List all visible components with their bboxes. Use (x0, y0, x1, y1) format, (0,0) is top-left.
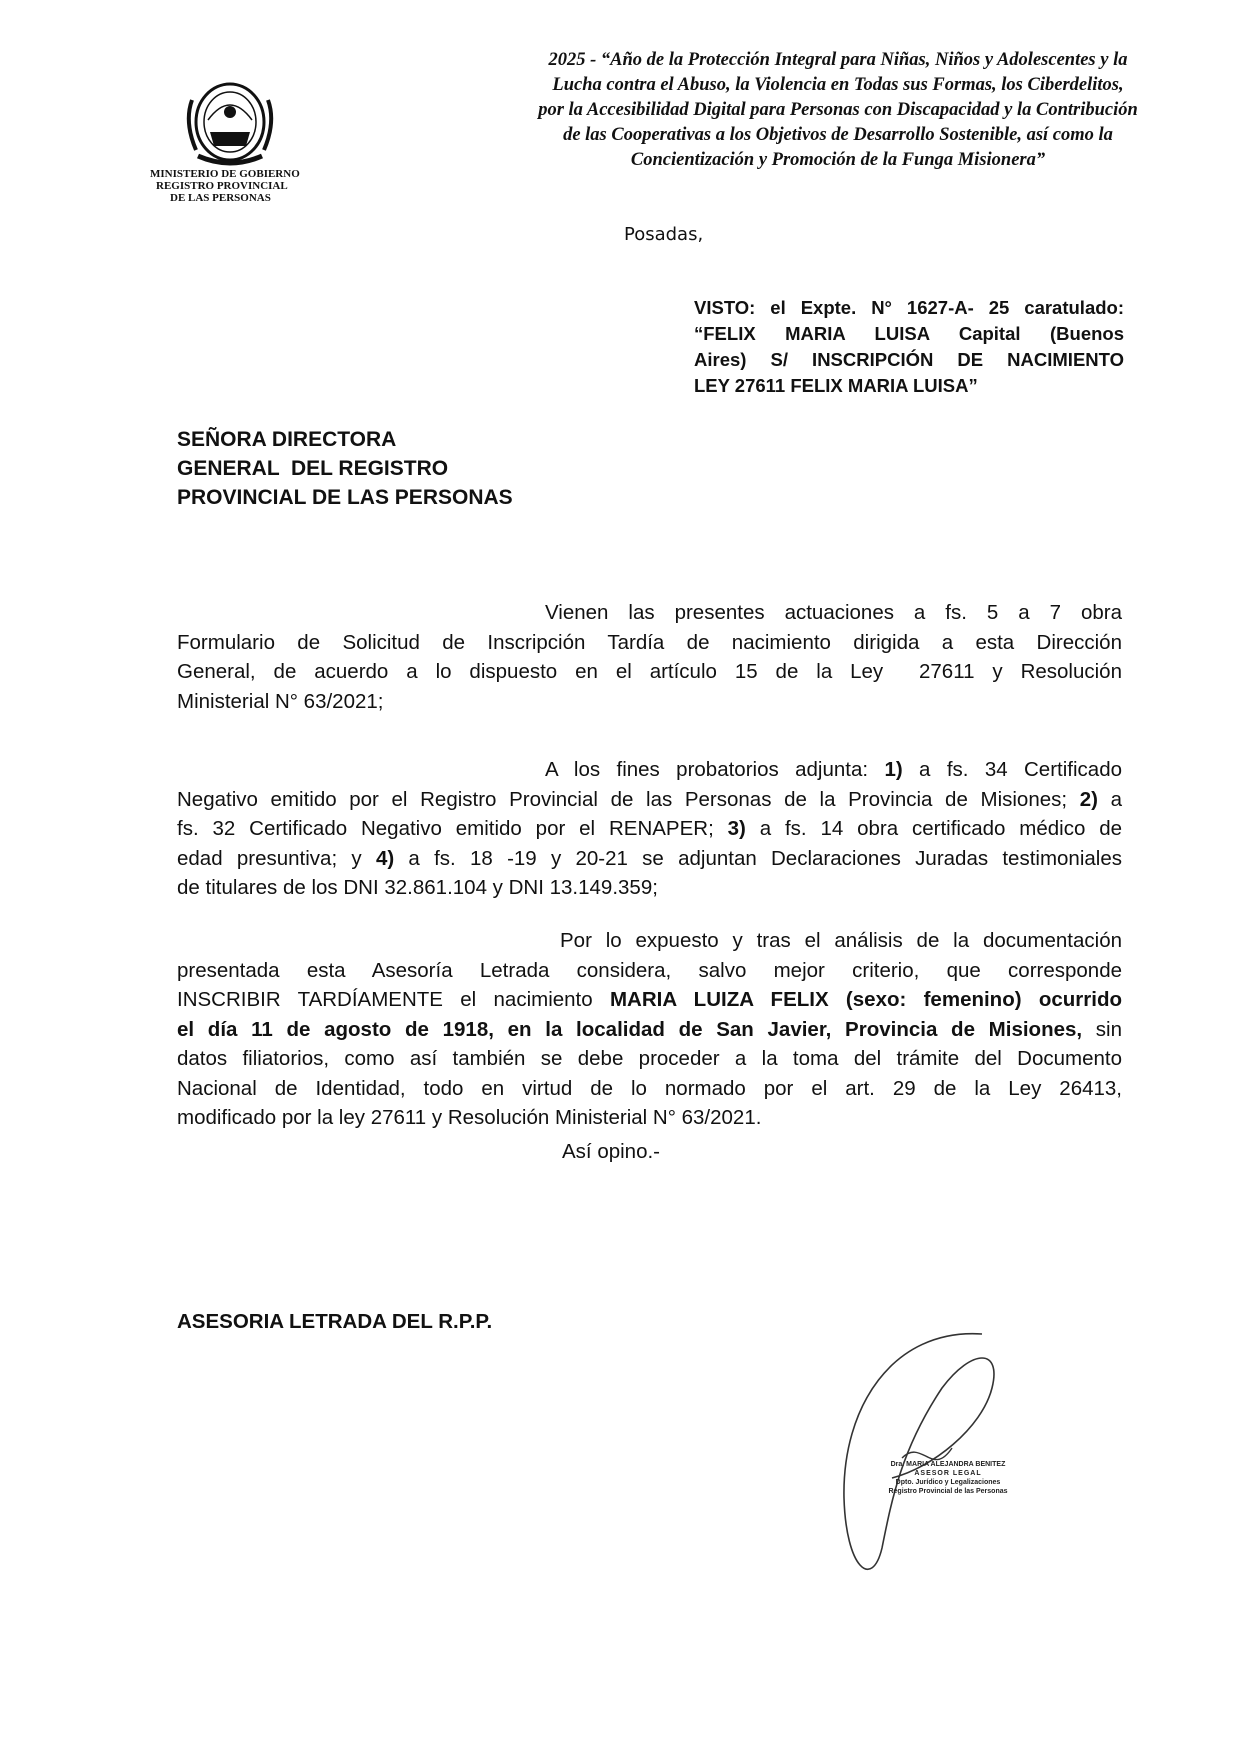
text-run: A los fines probatorios adjunta: (545, 758, 885, 781)
paragraph-line: General, de acuerdo a lo dispuesto en el artículo 15 de la Ley 27611 y Resolución (177, 660, 1122, 683)
text-run-bold: 2) (1079, 787, 1098, 811)
paragraph-line (177, 844, 1122, 874)
stamp-line: Dra. MARIA ALEJANDRA BENITEZ (890, 1461, 1006, 1468)
office-signoff: ASESORIA LETRADA DEL R.P.P. (177, 1310, 493, 1333)
visto-line: “FELIX MARIA LUISA Capital (Buenos (694, 323, 1124, 344)
ministry-line: MINISTERIO DE GOBIERNO (150, 168, 300, 180)
text-run: a fs. 18 -19 y 20-21 se adjuntan Declaraciones Juradas testimoniales (394, 846, 1122, 870)
motto-line: Lucha contra el Abuso, la Violencia en Todas sus Formas, los Ciberdelitos, (552, 75, 1124, 95)
visto-block (694, 295, 1124, 399)
text-run: a fs. 34 Certificado (902, 758, 1122, 781)
addressee-line: PROVINCIAL DE LAS PERSONAS (177, 486, 513, 509)
paragraph-3 (177, 926, 1122, 1133)
paragraph-line: datos filiatorios, como así también se debe proceder a la toma del trámite del Documento (177, 1047, 1122, 1070)
motto-line: por la Accesibilidad Digital para Personas con Discapacidad y la Contribución (538, 100, 1138, 120)
paragraph-line: Nacional de Identidad, todo en virtud de lo normado por el art. 29 de la Ley 26413, (177, 1076, 1122, 1100)
stamp-line: ASESOR LEGAL (914, 1470, 982, 1477)
paragraph-line (177, 1015, 1122, 1045)
text-run: a (1097, 787, 1122, 811)
province-seal (178, 70, 282, 170)
paragraph-2 (177, 755, 1122, 903)
paragraph-line (177, 755, 1122, 785)
motto-line: 2025 - “Año de la Protección Integral para Niñas, Niños y Adolescentes y la (548, 50, 1128, 70)
text-run: a fs. 14 obra certificado médico de (745, 817, 1123, 840)
text-run: INSCRIBIR TARDÍAMENTE el nacimiento (177, 988, 610, 1011)
ministry-line: REGISTRO PROVINCIAL (156, 180, 288, 192)
handwritten-signature (832, 1328, 1012, 1588)
text-run-bold: 4) (375, 846, 395, 870)
visto-line: Aires) S/ INSCRIPCIÓN DE NACIMIENTO (694, 349, 1124, 370)
text-run: fs. 32 Certificado Negativo emitido por el RENAPER; (177, 817, 728, 840)
closing: Así opino.- (562, 1140, 660, 1163)
paragraph-line (177, 785, 1122, 815)
paragraph-line (177, 985, 1122, 1015)
stamp-line: Registro Provincial de las Personas (888, 1488, 1008, 1495)
paragraph-line: Por lo expuesto y tras el análisis de la documentación (560, 929, 1122, 952)
year-motto (488, 48, 1188, 173)
text-run-bold: MARIA LUIZA FELIX (sexo: femenino) ocurrido (609, 988, 1122, 1011)
text-run: Negativo emitido por el Registro Provincial de las Personas de la Provincia de Misiones; (177, 787, 1080, 811)
paragraph-line: Ministerial N° 63/2021; (177, 689, 384, 713)
paragraph-line: Formulario de Solicitud de Inscripción Tardía de nacimiento dirigida a esta Dirección (177, 630, 1122, 654)
text-run: edad presuntiva; y (177, 846, 376, 870)
motto-line: Concientización y Promoción de la Funga Misionera” (630, 150, 1046, 170)
text-run-bold: el día 11 de agosto de 1918, en la localidad de San Javier, Provincia de Misiones, (177, 1017, 1083, 1041)
signature-stamp (878, 1460, 1018, 1496)
visto-line: VISTO: el Expte. N° 1627-A- 25 caratulado: (694, 297, 1124, 318)
addressee-block (177, 425, 513, 512)
paragraph-line: de titulares de los DNI 32.861.104 y DNI 13.149.359; (177, 876, 658, 899)
visto-line: LEY 27611 FELIX MARIA LUISA” (694, 375, 978, 396)
addressee-line: SEÑORA DIRECTORA (177, 428, 397, 451)
text-run-bold: 3) (727, 817, 746, 840)
paragraph-line (177, 814, 1122, 844)
paragraph-1 (177, 598, 1122, 716)
addressee-line: GENERAL DEL REGISTRO (177, 457, 449, 480)
text-run-bold: 1) (884, 758, 903, 781)
paragraph-line: presentada esta Asesoría Letrada considera, salvo mejor criterio, que corresponde (177, 958, 1122, 982)
ministry-block (150, 168, 330, 204)
paragraph-line: modificado por la ley 27611 y Resolución Ministerial N° 63/2021. (177, 1106, 762, 1129)
motto-line: de las Cooperativas a los Objetivos de Desarrollo Sostenible, así como la (563, 125, 1113, 145)
text-run: sin (1082, 1017, 1122, 1041)
ministry-line: DE LAS PERSONAS (170, 192, 271, 204)
paragraph-line: Vienen las presentes actuaciones a fs. 5 a 7 obra (545, 601, 1122, 624)
place-date: Posadas, (624, 224, 704, 245)
stamp-line: Dpto. Jurídico y Legalizaciones (895, 1479, 1001, 1486)
